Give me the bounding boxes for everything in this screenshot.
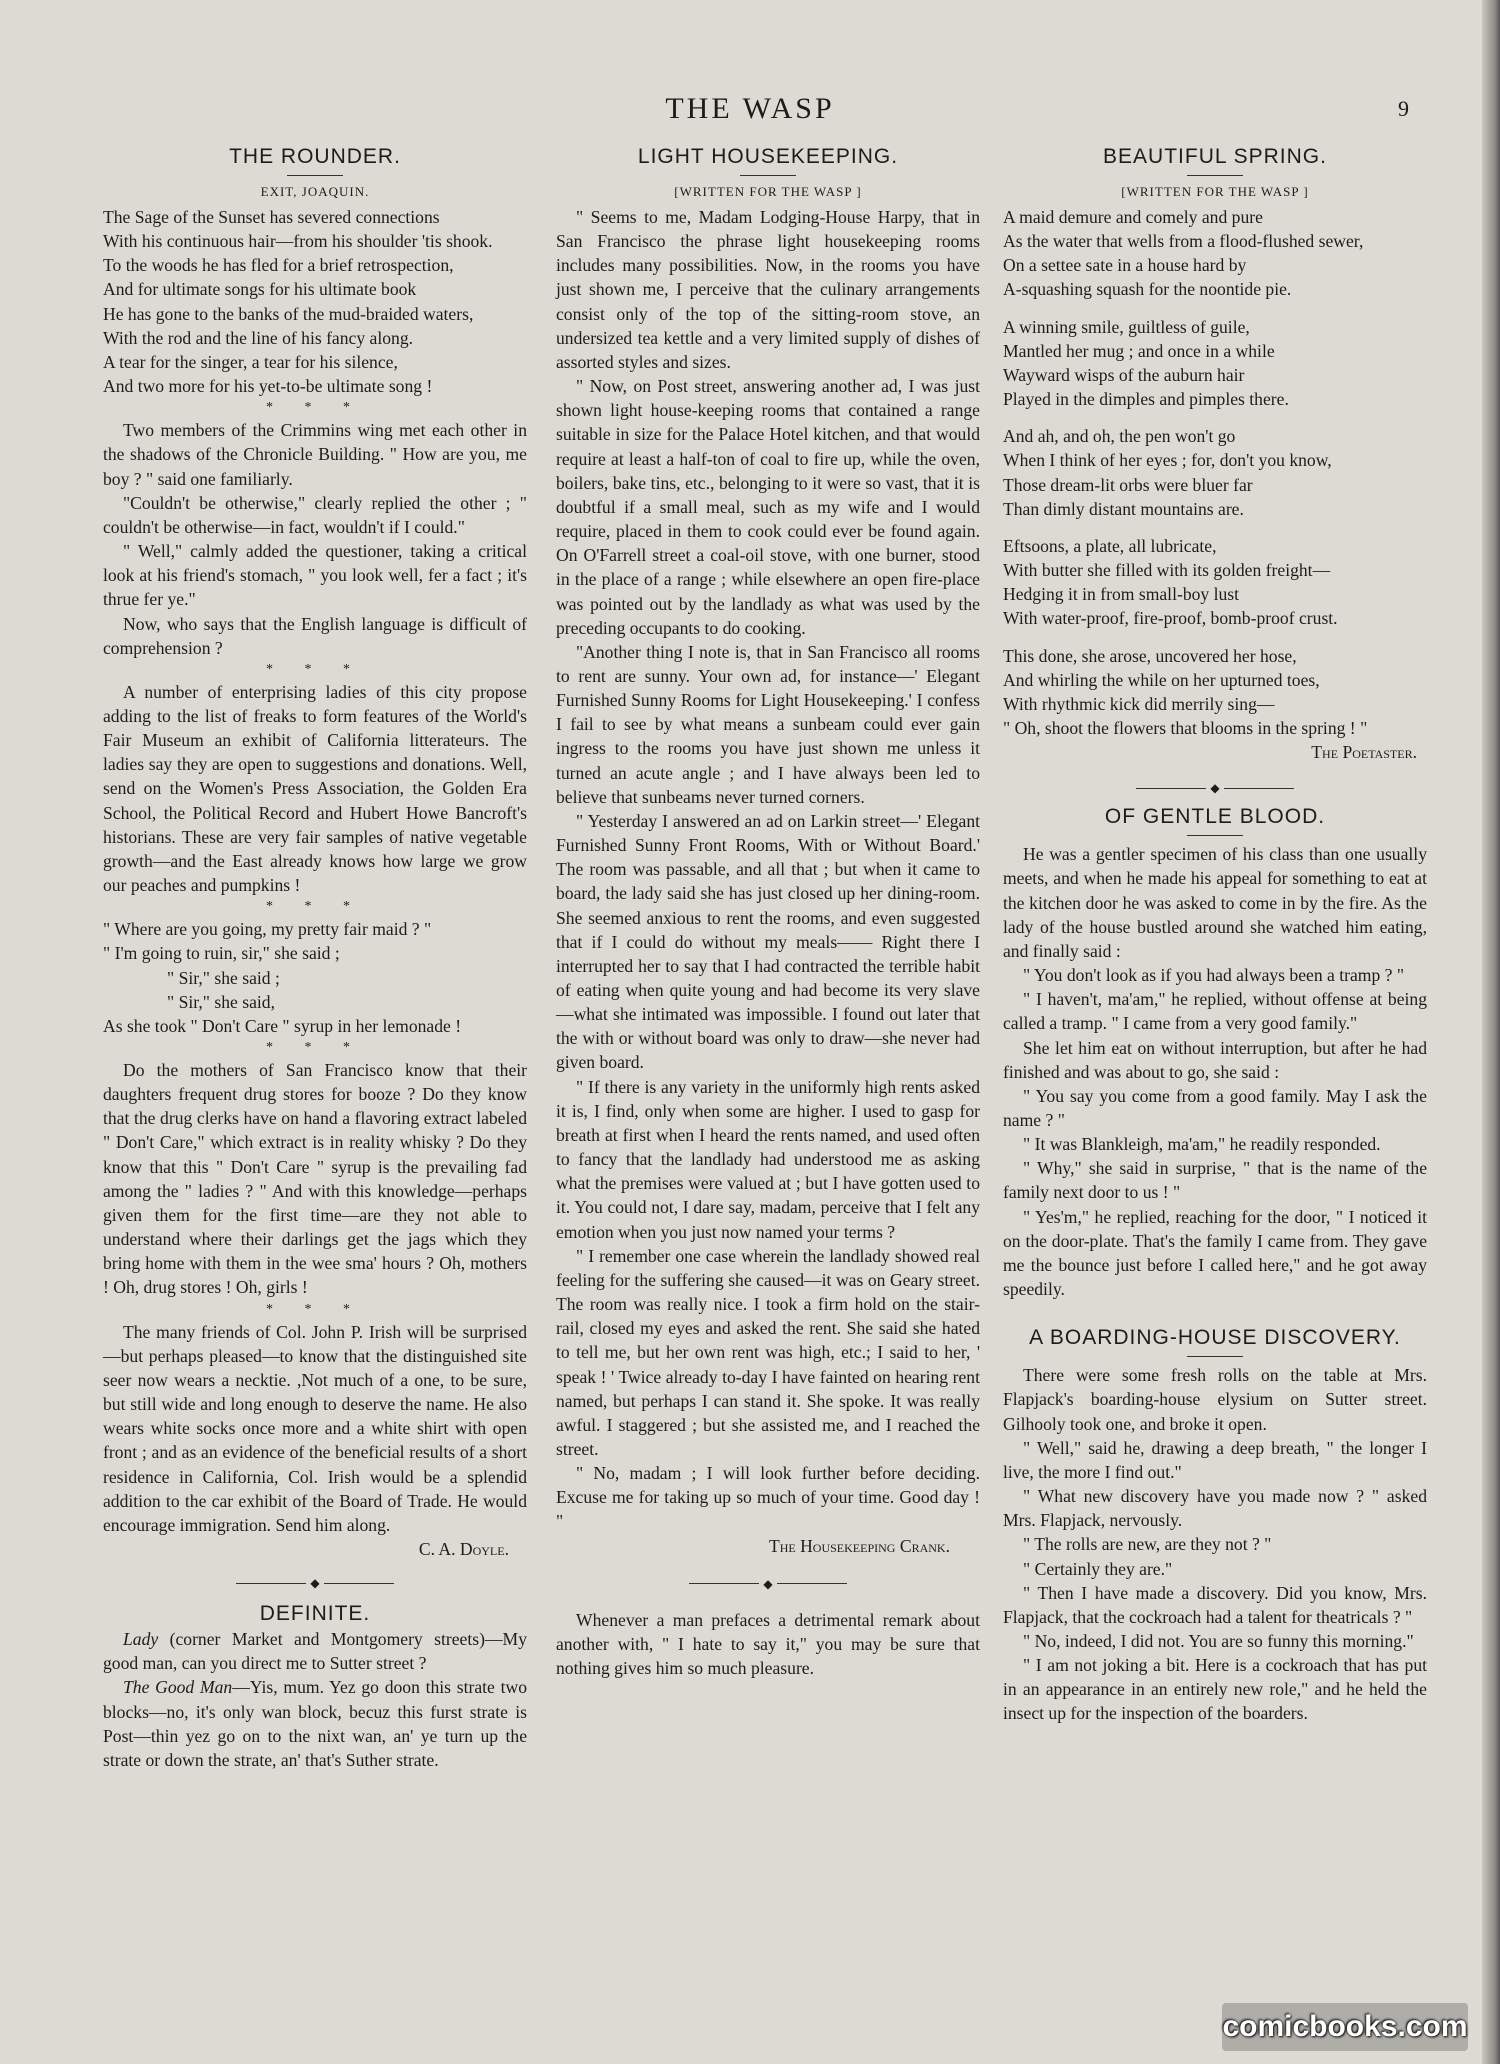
paragraph: " No, madam ; I will look further before deciding. Excuse me for taking up so much of your time. Good day ! " [556, 1463, 980, 1532]
column-left [103, 144, 527, 1772]
section-gap [1003, 1301, 1427, 1325]
signature: The Poetaster. [1311, 742, 1417, 763]
housekeeping-subheading: [WRITTEN FOR THE WASP ] [674, 184, 862, 199]
heading-rule [1187, 835, 1243, 836]
spring-subheading: [WRITTEN FOR THE WASP ] [1121, 184, 1309, 199]
heading-rule [740, 175, 796, 176]
signature: C. A. Doyle. [418, 1538, 509, 1559]
verse-line: As she took " Don't Care " syrup in her lemonade ! [103, 1015, 462, 1036]
definite-heading: DEFINITE. [259, 1602, 371, 1626]
paragraph: She let him eat on without interruption, but after he had finished and was about to go, she said : [1003, 1037, 1427, 1082]
speaker-label: The Good Man [123, 1677, 233, 1698]
dialogue-text: —Yis, mum. Yez go doon this strate two blocks—no, it's only wan block, becuz this furst strate is Post—thin yez go on to the nixt wan, an' ye turn up the strate or down the strate, an' that's Suther strate. [103, 1677, 527, 1770]
paragraph [103, 1675, 527, 1772]
page-edge-shadow [1482, 0, 1500, 2064]
paragraph: Now, who says that the English language is difficult of comprehension ? [103, 613, 527, 658]
paragraph: " Well," said he, drawing a deep breath, " the longer I live, the more I find out." [1003, 1437, 1427, 1482]
poem-line: A maid demure and comely and pure [1003, 207, 1263, 227]
poem-stanza [1003, 644, 1427, 741]
paragraph: " Well," calmly added the questioner, taking a critical look at his friend's stomach, " you look well, fer a fact ; it's thrue fer ye." [103, 541, 527, 610]
page-number: 9 [1398, 96, 1409, 121]
poem-line: With his continuous hair—from his shoulder 'tis shook. [103, 231, 493, 252]
section-stars: * * * [266, 1301, 364, 1317]
section-divider: ◆ [556, 1578, 980, 1590]
poem-line: Than dimly distant mountains are. [1003, 498, 1244, 519]
poem-stanza [1003, 424, 1427, 521]
poem-line: And ah, and oh, the pen won't go [1003, 426, 1236, 447]
paragraph: " Then I have made a discovery. Did you know, Mrs. Flapjack, that the cockroach had a talent for theatricals ? " [1003, 1582, 1427, 1627]
poem-line: " Oh, shoot the flowers that blooms in the spring ! " [1003, 717, 1368, 738]
section-stars: * * * [266, 400, 364, 416]
paragraph: Do the mothers of San Francisco know that their daughters frequent drug stores for booze ? Do they know that the drug clerks have on hand a flavoring extract labeled " Don't Care," which extract is in reality whisky ? Do they know that this " Don't Care " syrup is the prevailing fad among the " ladies ? " And with this knowledge—perhaps given them for the first time—are they not able to understand where their darlings get the jags which they bring home with them in the wee sma' hours ? Oh, mothers ! Oh, drug stores ! Oh, girls ! [103, 1060, 527, 1298]
rounder-poem [103, 205, 527, 398]
verse-line: " Sir," she said ; [167, 967, 280, 988]
poem-line: With water-proof, fire-proof, bomb-proof crust. [1003, 608, 1338, 629]
housekeeping-heading: LIGHT HOUSEKEEPING. [637, 145, 899, 168]
section-divider: ◆ [1003, 782, 1427, 794]
paragraph: " Yes'm," he replied, reaching for the door, " I noticed it on the door-plate. That's the family I came from. They gave me the bounce just before I called here," and he got away speedily. [1003, 1206, 1427, 1300]
section-stars: * * * [266, 1040, 364, 1055]
paragraph: " No, indeed, I did not. You are so funny this morning." [1023, 1630, 1414, 1651]
spring-heading: BEAUTIFUL SPRING. [1103, 145, 1327, 168]
column-middle [556, 144, 980, 1680]
paragraph: A number of enterprising ladies of this city propose adding to the list of freaks to form features of the World's Fair Museum an exhibit of California litterateurs. The ladies say they are open to suggestions and donations. Well, send on the Women's Press Association, the Golden Era School, the Political Record and Hubert Howe Bancroft's historians. These are very fair samples of native vegetable growth—and the East already knows how large we grow our peaches and pumpkins ! [103, 681, 527, 896]
poem-line: And two more for his yet-to-be ultimate song ! [103, 376, 433, 397]
poem-line: A winning smile, guiltless of guile, [1003, 316, 1250, 337]
verse-line: " Where are you going, my pretty fair maid ? " [103, 919, 432, 940]
poem-line: Eftsoons, a plate, all lubricate, [1003, 535, 1217, 556]
paragraph: " Seems to me, Madam Lodging-House Harpy, that in San Francisco the phrase light housekeeping rooms includes many possibilities. Now, in the rooms you have just shown me, I perceive that the culinary arrangements consist only of the top of the sitting-room stove, an undersized tea kettle and a very limited supply of dishes of assorted styles and sizes. [556, 207, 980, 372]
poem-line: And whirling the while on her upturned toes, [1003, 669, 1320, 690]
paragraph [103, 1627, 527, 1675]
poem-line: With rhythmic kick did merrily sing— [1003, 693, 1275, 714]
paragraph: Whenever a man prefaces a detrimental remark about another with, " I hate to say it," you may be sure that nothing gives him so much pleasure. [556, 1609, 980, 1679]
poem-line: Played in the dimples and pimples there. [1003, 389, 1289, 410]
heading-rule [1187, 175, 1243, 176]
paragraph: " It was Blankleigh, ma'am," he readily responded. [1023, 1134, 1381, 1155]
paragraph: " If there is any variety in the uniformly high rents asked it is, I find, only when some are higher. I used to gasp for breath at first when I heard the rents named, and used often to fancy that the landlady had understood me as asking what the premises were valued at ; but I have gotten used to it. You could not, I dare say, madam, perceive that I felt any emotion when you just now named your terms ? [556, 1076, 980, 1242]
poem-line: To the woods he has fled for a brief retrospection, [103, 255, 454, 276]
poem-line: And for ultimate songs for his ultimate book [103, 279, 417, 300]
paragraph: Two members of the Crimmins wing met each other in the shadows of the Chronicle Building. " How are you, me boy ? " said one familiarly. [103, 420, 527, 489]
paragraph: " The rolls are new, are they not ? " [1023, 1534, 1272, 1555]
poem-line: He has gone to the banks of the mud-braided waters, [103, 303, 474, 324]
gentle-heading: OF GENTLE BLOOD. [1104, 805, 1326, 829]
poem-stanza [1003, 315, 1427, 412]
section-stars: * * * [266, 899, 364, 915]
paragraph: " Yesterday I answered an ad on Larkin street—' Elegant Furnished Sunny Front Rooms, With or Without Board.' The room was passable, and all that ; but when it came to board, the lady said she has just closed up her dining-room. She seemed anxious to rent the rooms, and even suggested that if I could do without my meals—— Right there I interrupted her to say that I had contracted the terrible habit of eating when quite young and had become its very slave—what she intimated was impossible. I found out later that the with or without board was only to draw—she never had given board. [556, 810, 980, 1073]
paragraph: He was a gentler specimen of his class than one usually meets, and when he made his appeal for something to eat at the kitchen door he was asked to come in by the fire. As the lady of the house bustled around she watched him eating, and finally said : [1003, 844, 1427, 961]
paragraph: " I haven't, ma'am," he replied, without offense at being called a tramp. " I came from a very good family." [1003, 989, 1427, 1034]
paragraph: "Another thing I note is, that in San Francisco all rooms to rent are sunny. Your own ad, for instance—' Elegant Furnished Sunny Rooms for Light Housekeeping.' I confess I fail to see by what means a sunbeam could ever gain ingress to the rooms you have just shown me unless it turned an acute angle ; and I have always been led to believe that sunbeams never turned corners. [556, 641, 980, 807]
boarding-heading: A BOARDING-HOUSE DISCOVERY. [1029, 1326, 1401, 1350]
poem-line: With the rod and the line of his fancy along. [103, 327, 414, 348]
verse-line: " Sir," she said, [167, 991, 275, 1012]
paragraph: " You don't look as if you had always been a tramp ? " [1023, 965, 1405, 986]
paragraph: " I remember one case wherein the landlady showed real feeling for the suffering she caused—it was on Geary street. The room was really nice. I took a firm hold on the stair-rail, closed my eyes and asked the rent. She said she hated to tell me, but her own rent was high, etc.; I said to her, ' speak ! ' Twice already to-day I have fainted on hearing rent named, but perhaps I can stand it. She spoke. It was really awful. I staggered ; but she assisted me, and I reached the street. [556, 1245, 980, 1459]
heading-rule [1187, 1356, 1243, 1357]
poem-line: Hedging it in from small-boy lust [1003, 584, 1240, 605]
poem-line: When I think of her eyes ; for, don't you know, [1003, 450, 1332, 471]
poem-line: Mantled her mug ; and once in a while [1003, 340, 1275, 361]
poem-line: A-squashing squash for the noontide pie. [1003, 279, 1292, 300]
poem-line: With butter she filled with its golden freight— [1003, 560, 1331, 581]
poem-line: The Sage of the Sunset has severed connections [103, 207, 440, 227]
poem-line: Those dream-lit orbs were bluer far [1003, 474, 1253, 495]
poem-line: Wayward wisps of the auburn hair [1003, 364, 1245, 385]
poem-line: A tear for the singer, a tear for his silence, [103, 351, 398, 372]
poem-stanza [1003, 534, 1427, 631]
dialogue-text: (corner Market and Montgomery streets)—My good man, can you direct me to Sutter street ? [103, 1629, 527, 1674]
poem-line: This done, she arose, uncovered her hose, [1003, 645, 1297, 666]
verse-line: " I'm going to ruin, sir," she said ; [103, 943, 340, 964]
paragraph: " Now, on Post street, answering another ad, I was just shown light house-keeping rooms that contained a range suitable in size for the Palace Hotel kitchen, and that would require at least a half-ton of coal to fire up, while the oven, boilers, bake tins, etc., belonging to it were so vast, that it is doubtful if a small meal, such as my wife and I would require, placed in them to cook could ever be found again. On O'Farrell street a coal-oil stove, with one burner, stood in the place of a range ; while elsewhere an open fire-place was pointed out by the landlady as what was used by the preceding occupants to do cooking. [556, 376, 980, 638]
signature: The Housekeeping Crank. [768, 1535, 950, 1556]
maid-verse [103, 917, 527, 1038]
poem-line: On a settee sate in a house hard by [1003, 255, 1247, 276]
paragraph: " I am not joking a bit. Here is a cockroach that has put in an appearance in an entirely new role," and he held the insect up for the inspection of the boarders. [1003, 1655, 1427, 1724]
column-right [1003, 144, 1427, 1726]
poem-stanza [1003, 205, 1427, 302]
rounder-subheading: EXIT, JOAQUIN. [260, 184, 370, 199]
section-divider: ◆ [103, 1577, 527, 1589]
speaker-label: Lady [123, 1629, 159, 1650]
paragraph: " Why," she said in surprise, " that is the name of the family next door to us ! " [1003, 1158, 1427, 1203]
site-watermark: comicbooks.com [1222, 2003, 1468, 2051]
rounder-heading: THE ROUNDER. [229, 145, 401, 168]
heading-rule [287, 175, 343, 176]
paragraph: " What new discovery have you made now ? " asked Mrs. Flapjack, nervously. [1003, 1486, 1427, 1531]
poem-line: As the water that wells from a flood-flushed sewer, [1003, 231, 1364, 252]
paragraph: The many friends of Col. John P. Irish will be surprised—but perhaps pleased—to know that the distinguished site seer now wears a necktie. ,Not much of a one, to be sure, but still wide and long enough to deserve the name. He also wears white socks once more and a white shirt with open front ; and as an evidence of the beneficial results of a short residence in California, Col. Irish would be a splendid addition to the car exhibit of the Board of Trade. He would encourage immigration. Send him along. [103, 1321, 527, 1535]
paragraph: There were some fresh rolls on the table at Mrs. Flapjack's boarding-house elysium on Sutter street. Gilhooly took one, and broke it open. [1003, 1365, 1427, 1434]
paragraph: "Couldn't be otherwise," clearly replied the other ; " couldn't be otherwise—in fact, wouldn't if I could." [103, 492, 527, 537]
masthead-title: THE WASP [665, 92, 835, 125]
paragraph: " You say you come from a good family. May I ask the name ? " [1003, 1085, 1427, 1130]
paragraph: " Certainly they are." [1023, 1558, 1173, 1579]
section-stars: * * * [266, 661, 364, 677]
